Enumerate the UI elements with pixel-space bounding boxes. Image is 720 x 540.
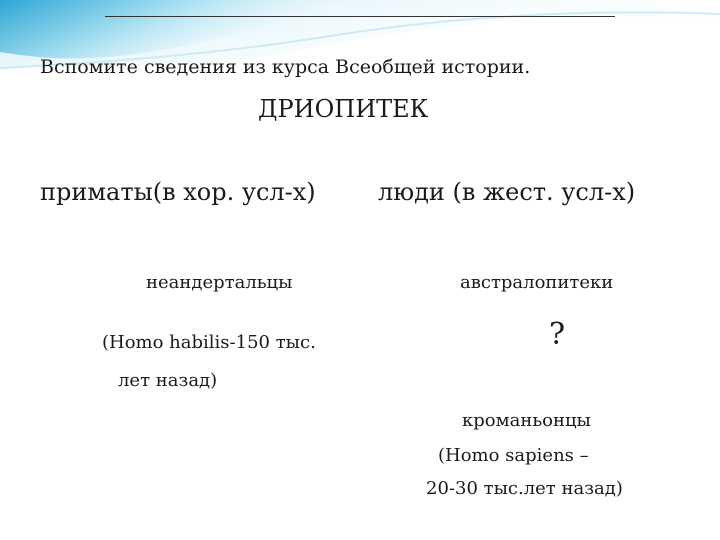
group-primates: приматы(в хор. усл-х)	[40, 178, 316, 206]
item-cro-magnons: кроманьонцы	[462, 410, 591, 431]
item-homo-sapiens: (Homo sapiens –	[438, 445, 589, 466]
item-homo-habilis: (Homo habilis-150 тыс.	[102, 332, 316, 353]
item-homo-sapiens-age: 20-30 тыс.лет назад)	[426, 478, 623, 499]
item-neanderthals: неандертальцы	[146, 272, 293, 293]
item-homo-habilis-age: лет назад)	[118, 370, 218, 391]
item-question-mark: ?	[549, 317, 566, 352]
item-australopithecines: австралопитеки	[460, 272, 614, 293]
slide-title: ДРИОПИТЕК	[258, 95, 429, 123]
slide-heading: Вспомите сведения из курса Всеобщей истории.	[40, 56, 531, 78]
title-rule	[105, 16, 615, 17]
group-humans: люди (в жест. усл-х)	[378, 178, 636, 206]
